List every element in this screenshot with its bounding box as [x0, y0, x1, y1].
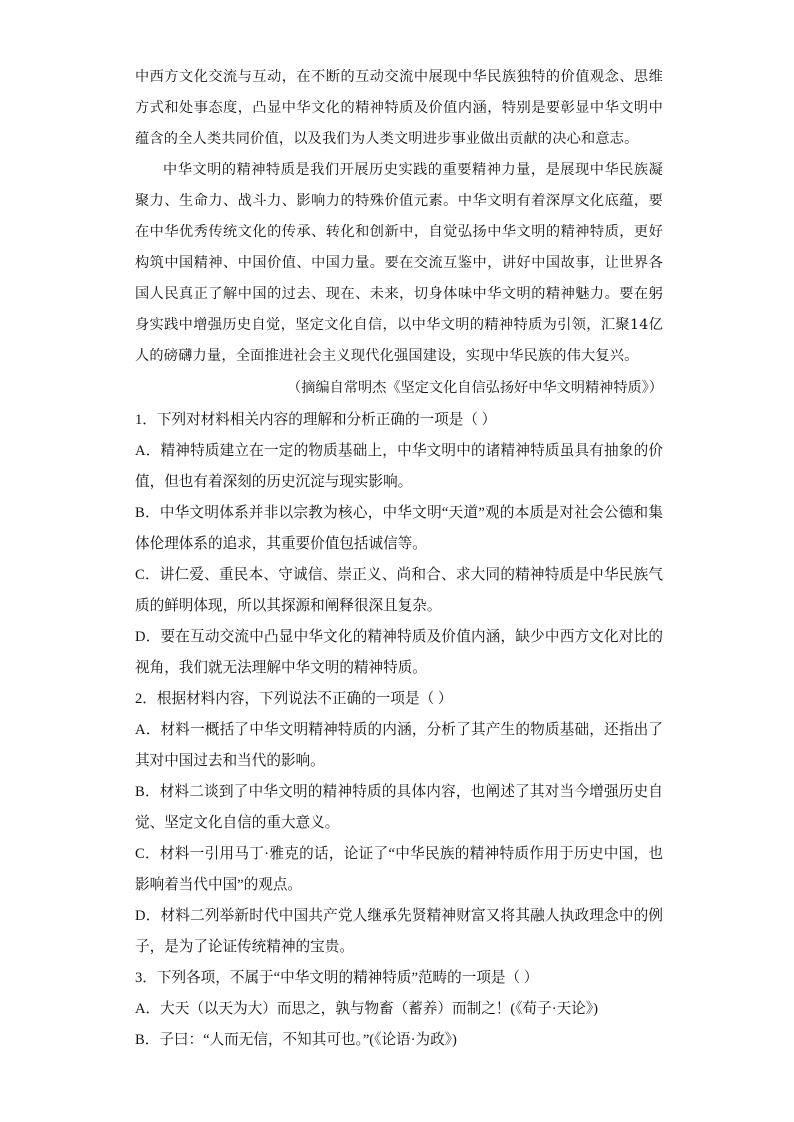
question-3	[135, 963, 663, 1056]
question-list	[135, 405, 663, 1056]
question-stem: 1．下列对材料相关内容的理解和分析正确的一项是（ ）	[135, 412, 497, 428]
question-stem: 2．根据材料内容，下列说法不正确的一项是（ ）	[135, 691, 453, 707]
reading-passage	[135, 62, 663, 372]
question-1	[135, 405, 663, 684]
question-2	[135, 684, 663, 963]
question-option-a: A．精神特质建立在一定的物质基础上，中华文明中的诸精神特质虽具有抽象的价值，但也有着深刻的历史沉淀与现实影响。	[135, 443, 663, 490]
question-option-a: A．材料一概括了中华文明精神特质的内涵，分析了其产生的物质基础，还指出了其对中国过去和当代的影响。	[135, 722, 663, 769]
question-stem: 3．下列各项，不属于“中华文明的精神特质”范畴的一项是（ ）	[135, 970, 539, 986]
passage-source: （摘编自常明杰《坚定文化自信弘扬好中华文明精神特质》）	[287, 380, 663, 396]
question-option-d: D．要在互动交流中凸显中华文化的精神特质及价值内涵，缺少中西方文化对比的视角，我们就无法理解中华文明的精神特质。	[135, 629, 663, 676]
passage-paragraph: 中华文明的精神特质是我们开展历史实践的重要精神力量，是展现中华民族凝聚力、生命力、战斗力、影响力的特殊价值元素。中华文明有着深厚文化底蕴，要在中华优秀传统文化的传承、转化和创新中，自觉弘扬中华文明的精神特质，更好构筑中国精神、中国价值、中国力量。要在交流互鉴中，讲好中国故事，让世界各国人民真正了解中国的过去、现在、未来，切身体味中华文明的精神魅力。要在躬身实践中增强历史自觉，坚定文化自信，以中华文明的精神特质为引领，汇聚14亿人的磅礴力量，全面推进社会主义现代化强国建设，实现中华民族的伟大复兴。	[135, 162, 663, 364]
question-option-a: A．大天（以天为大）而思之，孰与物畜（蓄养）而制之！(《荀子·天论》)	[135, 1001, 598, 1017]
question-option-b: B．子曰：“人而无信，不知其可也。”(《论语·为政》)	[135, 1032, 457, 1048]
passage-paragraph: 中西方文化交流与互动，在不断的互动交流中展现中华民族独特的价值观念、思维方式和处事态度，凸显中华文化的精神特质及价值内涵，特别是要彰显中华文明中蕴含的全人类共同价值，以及我们为人类文明进步事业做出贡献的决心和意志。	[135, 69, 663, 147]
question-option-b: B．材料二谈到了中华文明的精神特质的具体内容，也阐述了其对当今增强历史自觉、坚定文化自信的重大意义。	[135, 784, 663, 831]
question-option-c: C．材料一引用马丁·雅克的话，论证了“中华民族的精神特质作用于历史中国，也影响着当代中国”的观点。	[135, 846, 663, 893]
question-option-c: C．讲仁爱、重民本、守诚信、崇正义、尚和合、求大同的精神特质是中华民族气质的鲜明体现，所以其探源和阐释很深且复杂。	[135, 567, 663, 614]
question-option-d: D．材料二列举新时代中国共产党人继承先贤精神财富又将其融人执政理念中的例子，是为了论证传统精神的宝贵。	[135, 908, 663, 955]
question-option-b: B．中华文明体系并非以宗教为核心，中华文明“天道”观的本质是对社会公德和集体伦理体系的追求，其重要价值包括诚信等。	[135, 505, 663, 552]
